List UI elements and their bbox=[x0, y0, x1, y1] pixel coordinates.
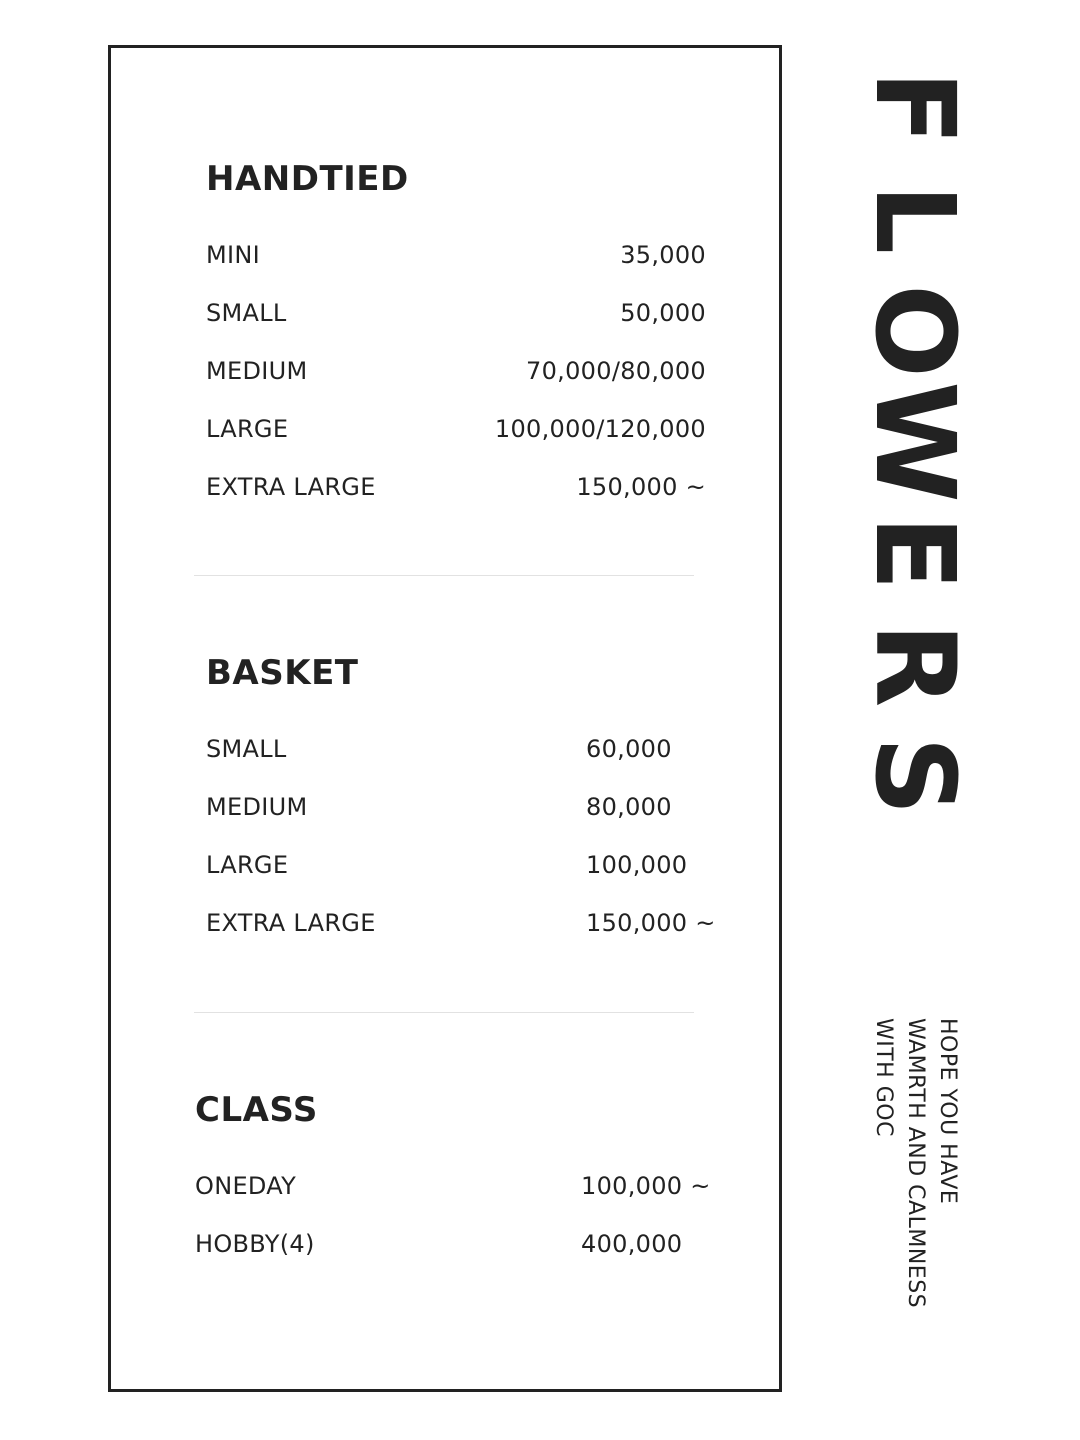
handtied-title: HANDTIED bbox=[206, 159, 409, 199]
item-name: EXTRA LARGE bbox=[206, 909, 376, 937]
item-price: 35,000 bbox=[620, 241, 706, 269]
handtied-row-small bbox=[206, 298, 706, 338]
item-name: ONEDAY bbox=[195, 1172, 297, 1200]
flowers-letter-r: R bbox=[851, 622, 979, 708]
handtied-row-mini bbox=[206, 240, 706, 280]
class-title: CLASS bbox=[195, 1090, 318, 1130]
item-name: MEDIUM bbox=[206, 357, 308, 385]
section-divider bbox=[194, 575, 694, 576]
tagline bbox=[870, 1018, 970, 1328]
item-price: 150,000 ~ bbox=[586, 909, 716, 937]
item-name: SMALL bbox=[206, 299, 287, 327]
item-price: 100,000/120,000 bbox=[494, 415, 706, 443]
tagline-line-2: WAMRTH AND CALMNESS bbox=[903, 1018, 928, 1309]
item-price: 50,000 bbox=[620, 299, 706, 327]
basket-row-extra-large bbox=[206, 908, 716, 948]
item-price: 80,000 bbox=[586, 793, 672, 821]
item-price: 150,000 ~ bbox=[576, 473, 706, 501]
item-name: MEDIUM bbox=[206, 793, 308, 821]
flowers-letter-o: O bbox=[851, 283, 979, 378]
item-name: HOBBY(4) bbox=[195, 1230, 315, 1258]
item-price: 400,000 bbox=[581, 1230, 683, 1258]
basket-row-small bbox=[206, 734, 706, 774]
basket-title: BASKET bbox=[206, 653, 359, 693]
flowers-letter-e: E bbox=[851, 515, 979, 591]
item-price: 60,000 bbox=[586, 735, 672, 763]
item-name: MINI bbox=[206, 241, 261, 269]
item-name: EXTRA LARGE bbox=[206, 473, 376, 501]
item-name: LARGE bbox=[206, 851, 289, 879]
class-row-oneday bbox=[195, 1171, 715, 1211]
section-divider bbox=[194, 1012, 694, 1013]
flowers-letter-f: F bbox=[851, 70, 979, 146]
handtied-row-medium bbox=[206, 356, 706, 396]
item-price: 70,000/80,000 bbox=[526, 357, 706, 385]
basket-row-medium bbox=[206, 792, 706, 832]
item-name: SMALL bbox=[206, 735, 287, 763]
handtied-row-extra-large bbox=[206, 472, 706, 512]
item-name: LARGE bbox=[206, 415, 289, 443]
flowers-vertical-title bbox=[851, 52, 979, 832]
item-price: 100,000 bbox=[586, 851, 688, 879]
handtied-row-large bbox=[206, 414, 706, 454]
flowers-letter-s: S bbox=[851, 736, 979, 816]
flowers-letter-w: W bbox=[851, 381, 979, 503]
tagline-line-1: HOPE YOU HAVE bbox=[935, 1018, 960, 1205]
tagline-line-3: WITH GOC bbox=[871, 1018, 896, 1137]
item-price: 100,000 ~ bbox=[581, 1172, 711, 1200]
flowers-letter-l: L bbox=[851, 184, 979, 255]
basket-row-large bbox=[206, 850, 706, 890]
class-row-hobby bbox=[195, 1229, 715, 1269]
